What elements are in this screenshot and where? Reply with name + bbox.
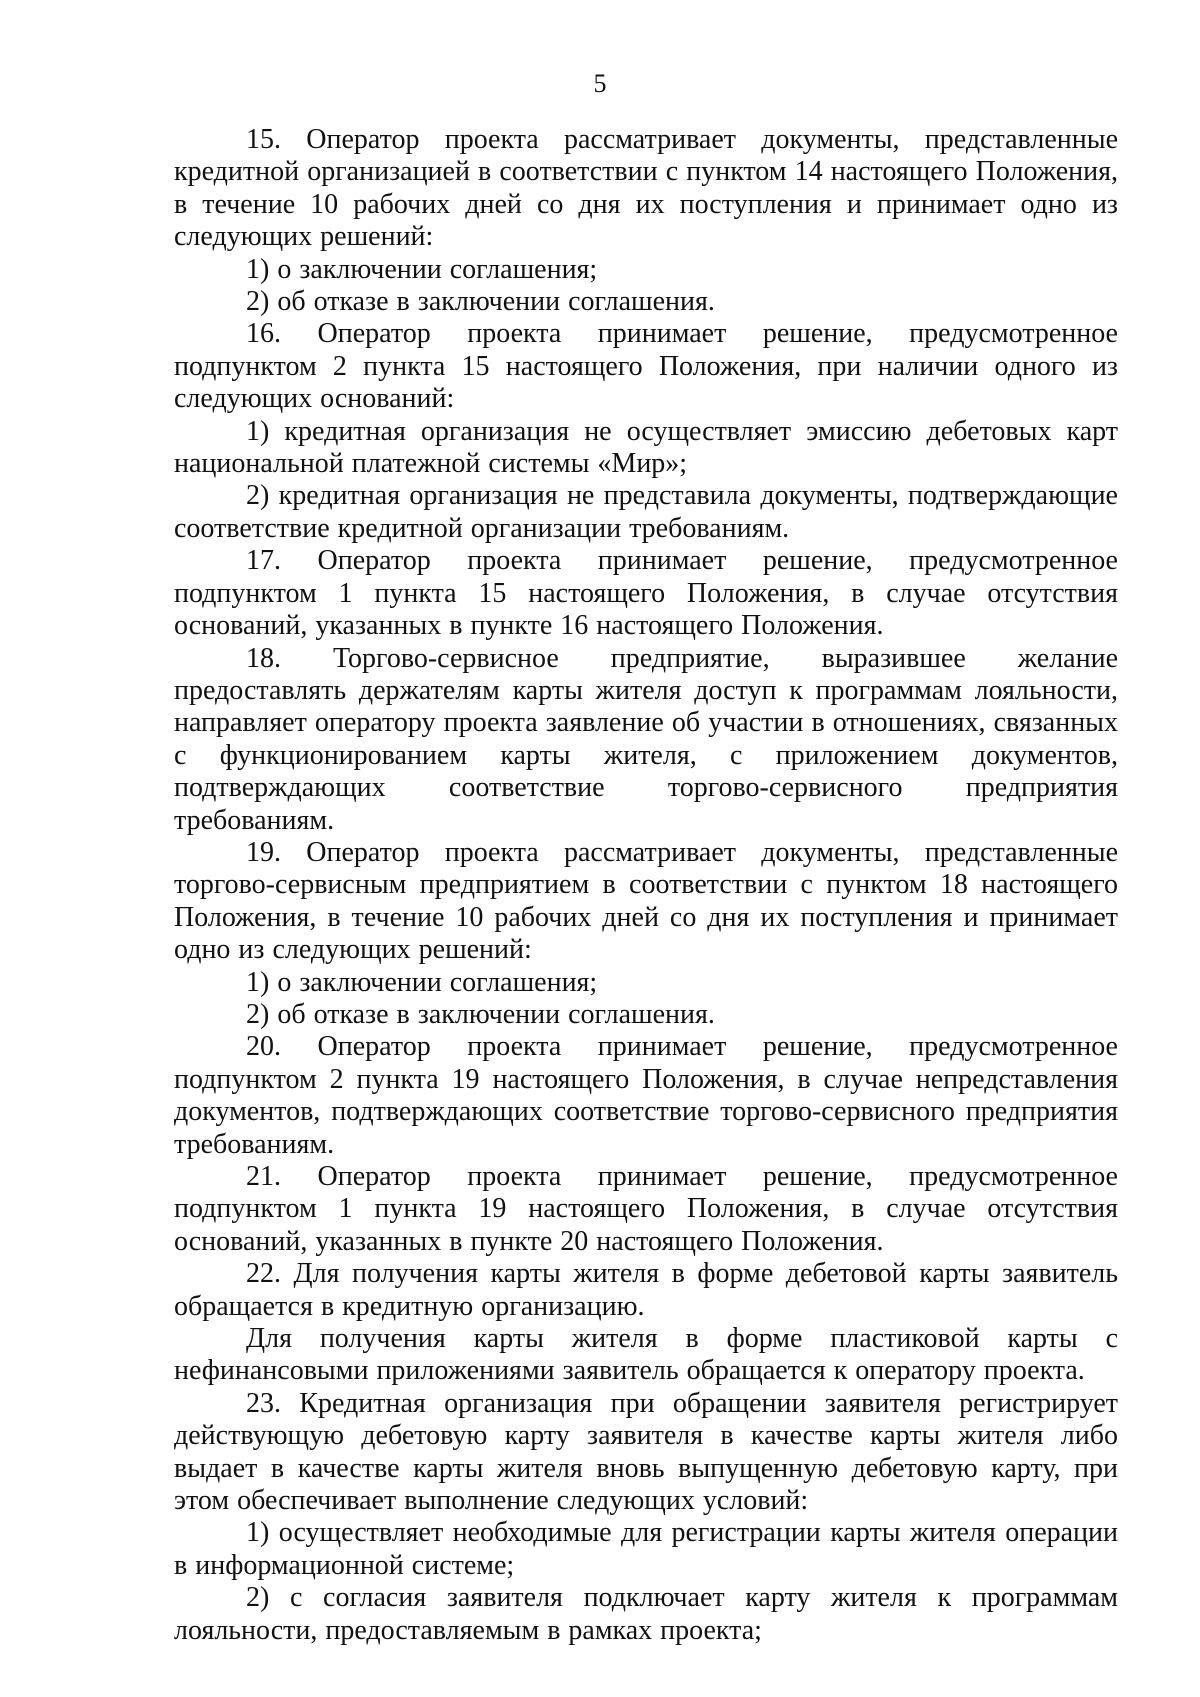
paragraph-19-option-2: 2) об отказе в заключении соглашения. xyxy=(246,998,715,1030)
paragraph-16: 16. Оператор проекта принимает решение, предусмотренное подпунктом 2 пункта 15 настоящего Положения, при наличии одного из следующих оснований: xyxy=(174,318,1118,415)
document-body xyxy=(174,124,1118,1647)
paragraph-22: 22. Для получения карты жителя в форме дебетовой карты заявитель обращается в кредитную организацию. xyxy=(174,1258,1118,1322)
paragraph-19: 19. Оператор проекта рассматривает документы, представленные торгово-сервисным предприятием в соответствии с пунктом 18 настоящего Положения, в течение 10 рабочих дней со дня их поступления и принимает одно из следующих решений: xyxy=(174,836,1118,966)
paragraph-23-condition-1: 1) осуществляет необходимые для регистрации карты жителя операции в информационной системе; xyxy=(174,1517,1118,1581)
paragraph-19-option-1: 1) о заключении соглашения; xyxy=(246,966,598,998)
paragraph-18: 18. Торгово-сервисное предприятие, выразившее желание предоставлять держателям карты жителя доступ к программам лояльности, направляет оператору проекта заявление об участии в отношениях, связанных с функционированием карты жителя, с приложением документов, подтверждающих соответствие торгово-сервисного предприятия требованиям. xyxy=(174,642,1118,836)
paragraph-15-option-1: 1) о заключении соглашения; xyxy=(246,253,598,285)
paragraph-22-plastic-card: Для получения карты жителя в форме пластиковой карты с нефинансовыми приложениями заявитель обращается к оператору проекта. xyxy=(174,1323,1118,1387)
paragraph-23-condition-2: 2) с согласия заявителя подключает карту жителя к программам лояльности, предоставляемым в рамках проекта; xyxy=(174,1582,1118,1646)
page-number: 5 xyxy=(593,69,607,98)
paragraph-20: 20. Оператор проекта принимает решение, предусмотренное подпунктом 2 пункта 19 настоящего Положения, в случае непредставления документов, подтверждающих соответствие торгово-сервисного предприятия требованиям. xyxy=(174,1031,1118,1160)
paragraph-16-reason-2: 2) кредитная организация не представила документы, подтверждающие соответствие кредитной организации требованиям. xyxy=(174,480,1118,544)
paragraph-15: 15. Оператор проекта рассматривает документы, представленные кредитной организацией в соответствии с пунктом 14 настоящего Положения, в течение 10 рабочих дней со дня их поступления и принимает одно из следующих решений: xyxy=(174,124,1118,253)
paragraph-21: 21. Оператор проекта принимает решение, предусмотренное подпунктом 1 пункта 19 настоящего Положения, в случае отсутствия оснований, указанных в пункте 20 настоящего Положения. xyxy=(174,1161,1118,1257)
paragraph-17: 17. Оператор проекта принимает решение, предусмотренное подпунктом 1 пункта 15 настоящего Положения, в случае отсутствия оснований, указанных в пункте 16 настоящего Положения. xyxy=(174,545,1118,642)
paragraph-23: 23. Кредитная организация при обращении заявителя регистрирует действующую дебетовую карту заявителя в качестве карты жителя либо выдает в качестве карты жителя вновь выпущенную дебетовую карту, при этом обеспечивает выполнение следующих условий: xyxy=(174,1387,1118,1517)
paragraph-16-reason-1: 1) кредитная организация не осуществляет эмиссию дебетовых карт национальной платежной системы «Мир»; xyxy=(174,415,1118,480)
paragraph-15-option-2: 2) об отказе в заключении соглашения. xyxy=(246,286,715,318)
